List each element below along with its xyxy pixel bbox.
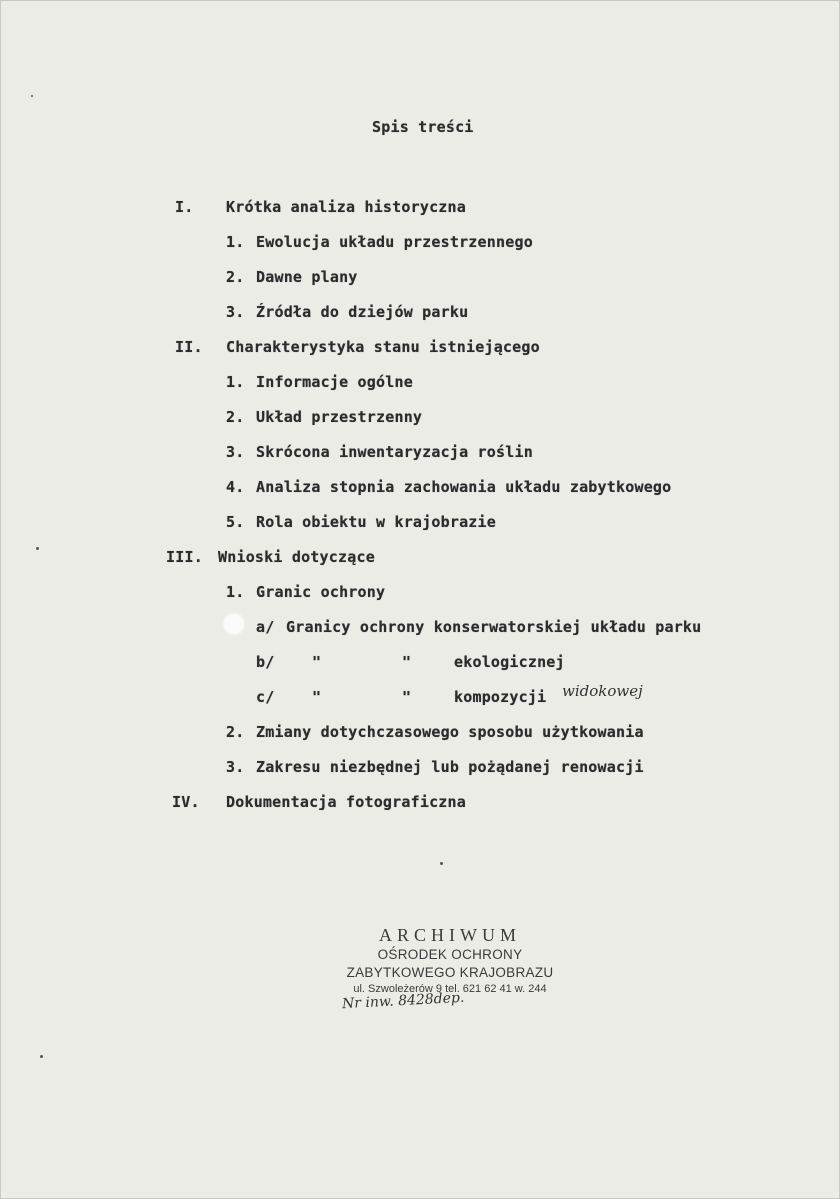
toc-num: 2. bbox=[226, 723, 245, 741]
toc-entry: Krótka analiza historyczna bbox=[226, 198, 466, 216]
toc-entry: Ewolucja układu przestrzennego bbox=[256, 233, 533, 251]
toc-num: 3. bbox=[226, 303, 245, 321]
stamp-archive-name: ARCHIWUM bbox=[379, 925, 521, 945]
toc-num: I. bbox=[175, 198, 194, 216]
toc-entry: Charakterystyka stanu istniejącego bbox=[226, 338, 540, 356]
toc-num: 3. bbox=[226, 443, 245, 461]
archive-stamp bbox=[330, 925, 570, 995]
handwritten-word: widokowej bbox=[562, 682, 643, 700]
toc-num: II. bbox=[175, 338, 203, 356]
toc-entry: Granic ochrony bbox=[256, 583, 386, 601]
inventory-number: Nr inw. 8428dep. bbox=[341, 989, 465, 1013]
toc-num: 3. bbox=[226, 758, 245, 776]
toc-num: b/ bbox=[256, 653, 275, 671]
stamp-institution: OŚRODEK OCHRONY bbox=[377, 947, 523, 962]
toc-entry: Źródła do dziejów parku bbox=[256, 303, 469, 321]
toc-entry: Układ przestrzenny bbox=[256, 408, 423, 426]
toc-entry: kompozycji bbox=[454, 688, 547, 706]
page-title: Spis treści bbox=[372, 118, 474, 136]
toc-entry: Zmiany dotychczasowego sposobu użytkowania bbox=[256, 723, 644, 741]
toc-num: 1. bbox=[226, 373, 245, 391]
toc-entry: Informacje ogólne bbox=[256, 373, 413, 391]
stamp-address: ul. Szwoleżerów 9 tel. 621 62 41 w. 244 bbox=[353, 983, 547, 995]
stamp-institution-line2: ZABYTKOWEGO KRAJOBRAZU bbox=[346, 965, 554, 980]
toc-num: 4. bbox=[226, 478, 245, 496]
toc-num: IV. bbox=[172, 793, 200, 811]
paper-speck bbox=[36, 547, 39, 550]
ditto-mark: " bbox=[312, 653, 322, 671]
toc-num: a/ bbox=[256, 618, 275, 636]
toc-num: 1. bbox=[226, 233, 245, 251]
paper-speck bbox=[440, 862, 443, 865]
toc-entry: Wnioski dotyczące bbox=[218, 548, 375, 566]
toc-num: 2. bbox=[226, 408, 245, 426]
paper-blemish bbox=[224, 614, 244, 634]
toc-entry: Analiza stopnia zachowania układu zabytkowego bbox=[256, 478, 672, 496]
toc-entry: Dokumentacja fotograficzna bbox=[226, 793, 466, 811]
toc-entry: Dawne plany bbox=[256, 268, 358, 286]
ditto-mark: " bbox=[312, 688, 322, 706]
toc-num: 5. bbox=[226, 513, 245, 531]
toc-num: 1. bbox=[226, 583, 245, 601]
toc-num: III. bbox=[166, 548, 203, 566]
toc-num: c/ bbox=[256, 688, 275, 706]
toc-entry: Skrócona inwentaryzacja roślin bbox=[256, 443, 533, 461]
toc-entry: ekologicznej bbox=[454, 653, 565, 671]
ditto-mark: " bbox=[402, 653, 412, 671]
toc-num: 2. bbox=[226, 268, 245, 286]
toc-entry: Rola obiektu w krajobrazie bbox=[256, 513, 496, 531]
toc-entry: Zakresu niezbędnej lub pożądanej renowacji bbox=[256, 758, 644, 776]
ditto-mark: " bbox=[402, 688, 412, 706]
paper-speck bbox=[40, 1055, 43, 1058]
toc-entry: Granicy ochrony konserwatorskiej układu parku bbox=[286, 618, 702, 636]
paper-speck bbox=[31, 95, 33, 97]
